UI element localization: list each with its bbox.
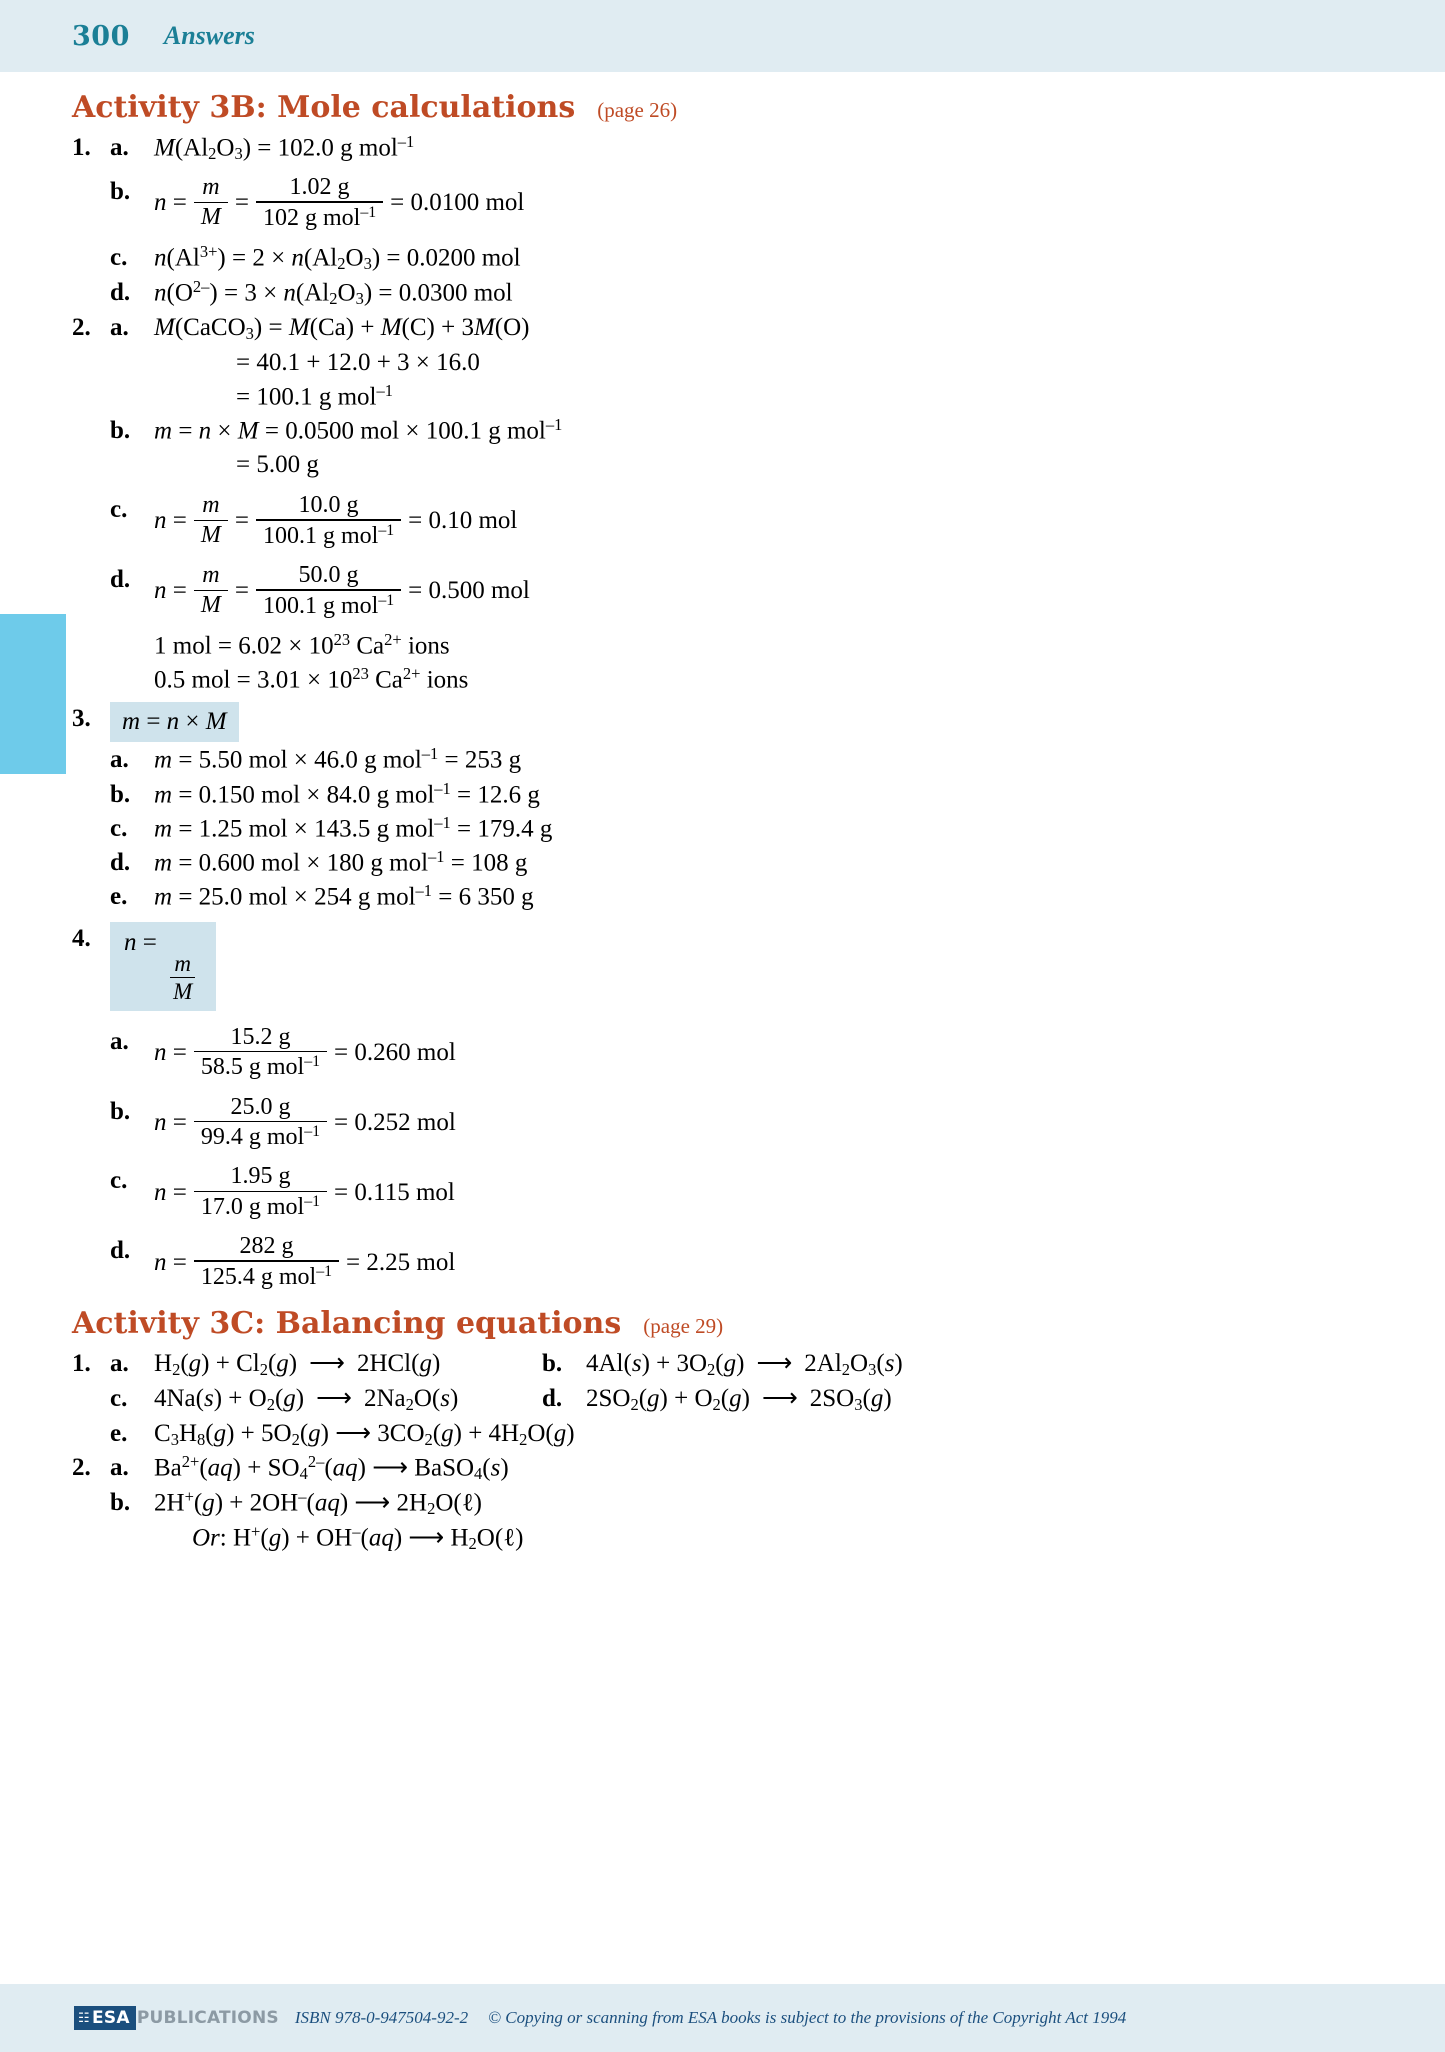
isbn-text: ISBN 978-0-947504-92-2 bbox=[294, 2008, 469, 2027]
activity-3c-heading bbox=[72, 1306, 1372, 1341]
spacer-3c-1c bbox=[72, 1382, 110, 1416]
answer-row-3b bbox=[72, 778, 1372, 811]
item-label-2b: b. bbox=[110, 416, 131, 444]
fraction-value-4d: $\frac{282 g}{125.4 g mol^{-1}}$ bbox=[194, 1234, 339, 1290]
item-label-3d: d. bbox=[110, 849, 131, 876]
formula-box-mass: m = n × M bbox=[110, 702, 239, 742]
answer-col-1c bbox=[72, 1382, 542, 1416]
answer-row-2a bbox=[72, 311, 1372, 345]
equation-3c-1b: $4Al(s) + 3O_2(g)$ ⟶ $2Al_2O_3(s)$ bbox=[586, 1350, 903, 1380]
formula-box-moles: n = $\frac{m}{M}$ bbox=[110, 922, 216, 1011]
fraction-m-over-M-2d: $\frac{m}{M}$ bbox=[194, 563, 228, 618]
item-label-1c: c. bbox=[110, 243, 128, 271]
page-number: 300 bbox=[72, 20, 130, 52]
page-header-content bbox=[72, 0, 255, 72]
item-label-3c-1e: e. bbox=[110, 1419, 128, 1447]
equation-3c-2a: $Ba^{2+}(aq) + SO_4^{2-}(aq)$ ⟶ BaSO$_4$(s) bbox=[154, 1452, 509, 1484]
answer-text-2a-line3: = 100.1 g mol$^{-1}$ bbox=[236, 380, 393, 410]
answer-text-3b: m = 0.150 mol × 84.0 g mol$^{-1}$ = 12.6 g bbox=[154, 778, 540, 808]
esa-logo bbox=[74, 2006, 136, 2030]
answer-row-2b bbox=[72, 414, 1372, 447]
item-label-3c-2a: a. bbox=[110, 1454, 129, 1482]
question-number-1: 1. bbox=[72, 134, 91, 161]
answer-text-1d: $n(O^{2-}) = 3 \times n(Al_2O_3) = 0.0300$ mol bbox=[154, 276, 513, 309]
esa-logo-text: ESA bbox=[91, 2008, 130, 2028]
activity-3b-page-ref: (page 26) bbox=[597, 98, 678, 122]
answer-row-1b bbox=[72, 175, 1372, 231]
item-label-2d: d. bbox=[110, 565, 131, 593]
item-label-2c: c. bbox=[110, 496, 128, 523]
question-number-3: 3. bbox=[72, 705, 91, 733]
publications-label: PUBLICATIONS bbox=[136, 2008, 279, 2028]
answer-row-2a-line3 bbox=[72, 380, 1372, 413]
answer-row-3c-1e bbox=[72, 1417, 1372, 1451]
side-tab-answers bbox=[0, 614, 66, 774]
answer-row-3 bbox=[72, 702, 1372, 742]
answer-row-3e bbox=[72, 880, 1372, 913]
answer-row-2c bbox=[72, 493, 1372, 549]
fraction-value-2d: $\frac{50.0 g}{100.1 g mol^{-1}}$ bbox=[256, 563, 401, 619]
answer-text-4b: n = $\frac{25.0 g}{99.4 g mol^{-1}}$ = 0.252 mol bbox=[154, 1093, 456, 1151]
answer-row-3c-1ab bbox=[72, 1347, 1372, 1381]
equation-3c-1e: $C_3H_8(g) + 5O_2(g)$ ⟶ $3CO_2(g) + 4H_2O(g)$ bbox=[154, 1419, 575, 1449]
item-label-3c-1c: c. bbox=[110, 1384, 128, 1412]
answer-text-4c: n = $\frac{1.95 g}{17.0 g mol^{-1}}$ = 0.115 mol bbox=[154, 1163, 455, 1221]
item-label-1b: b. bbox=[110, 177, 131, 205]
answer-row-3a bbox=[72, 743, 1372, 776]
answer-text-1b: n = $\frac{m}{M}$ = $\frac{1.02 g}{102 g mol^{-1}}$ = 0.0100 mol bbox=[154, 173, 525, 231]
equation-3c-1d: $2SO_2(g) + O_2(g)$ ⟶ $2SO_3(g)$ bbox=[586, 1384, 892, 1414]
question-number-3c-2: 2. bbox=[72, 1454, 91, 1482]
answer-row-2b-line2 bbox=[72, 448, 1372, 481]
answer-text-2b-line2: = 5.00 g bbox=[236, 451, 319, 478]
answer-text-2d: n = $\frac{m}{M}$ = $\frac{50.0 g}{100.1 g mol^{-1}}$ = 0.500 mol bbox=[154, 561, 530, 619]
answer-text-4d: n = $\frac{282 g}{125.4 g mol^{-1}}$ = 2.25 mol bbox=[154, 1233, 456, 1290]
item-label-4c: c. bbox=[110, 1167, 128, 1195]
answer-row-3c-2b-alt bbox=[72, 1521, 1372, 1555]
formula-box-4-wrap bbox=[110, 922, 1372, 1011]
equation-3c-1c: $4Na(s) + O_2(g)$ ⟶ $2Na_2O(s)$ bbox=[154, 1384, 459, 1414]
item-label-3e: e. bbox=[110, 883, 128, 911]
item-label-4d: d. bbox=[110, 1237, 131, 1265]
answer-text-2c: n = $\frac{m}{M}$ = $\frac{10.0 g}{100.1 g mol^{-1}}$ = 0.10 mol bbox=[154, 492, 518, 549]
ion-line-1: 1 mol = $6.02 \times 10^{23}$ $Ca^{2+}$ ions bbox=[154, 629, 450, 659]
question-number-2: 2. bbox=[72, 313, 91, 341]
activity-3b-title: Activity 3B: Mole calculations bbox=[72, 90, 576, 125]
page-footer-band bbox=[0, 1984, 1445, 2052]
question-number-3c-1: 1. bbox=[72, 1350, 91, 1378]
item-label-3c-2b: b. bbox=[110, 1489, 131, 1517]
equation-3c-2b-alt: Or: H+(g) + OH–(aq) ⟶ $H_2O(\ell)$ bbox=[192, 1522, 524, 1554]
answer-row-3c bbox=[72, 812, 1372, 845]
answer-text-3e: m = 25.0 mol × 254 g mol$^{-1}$ = 6 350 g bbox=[154, 881, 534, 911]
answer-row-3c-2b bbox=[72, 1486, 1372, 1520]
activity-3b-heading bbox=[72, 90, 1372, 125]
fraction-m-over-M: $\frac{m}{M}$ bbox=[194, 175, 228, 230]
answer-row-2d-ion2 bbox=[72, 663, 1372, 696]
answer-text-1a: $M(Al_2O_3) = 102.0$ g mol$^{-1}$ bbox=[154, 132, 415, 164]
item-label-3c-1a: a. bbox=[110, 1350, 129, 1378]
fraction-m-over-M-box: $\frac{m}{M}$ bbox=[170, 952, 195, 1005]
item-label-4b: b. bbox=[110, 1097, 131, 1125]
ion-line-2: 0.5 mol = $3.01 \times 10^{23}$ $Ca^{2+}$ ions bbox=[154, 664, 469, 694]
answer-text-2a-line1: M(CaCO$_3$) = M(Ca) + M(C) + 3M(O) bbox=[154, 313, 530, 343]
answer-text-3a: m = 5.50 mol × 46.0 g mol$^{-1}$ = 253 g bbox=[154, 744, 522, 774]
answer-row-3c-2a bbox=[72, 1451, 1372, 1485]
equation-3c-2b: 2H+(g) + 2OH–(aq) ⟶ $2H_2O(\ell)$ bbox=[154, 1487, 482, 1519]
answer-row-3d bbox=[72, 846, 1372, 879]
answer-text-3c: m = 1.25 mol × 143.5 g mol$^{-1}$ = 179.4 g bbox=[154, 812, 553, 842]
item-label-1a: a. bbox=[110, 134, 129, 161]
answer-text-3d: m = 0.600 mol × 180 g mol$^{-1}$ = 108 g bbox=[154, 847, 528, 877]
header-section-label: Answers bbox=[163, 21, 255, 50]
answer-row-1c bbox=[72, 241, 1372, 275]
fraction-value-4b: $\frac{25.0 g}{99.4 g mol^{-1}}$ bbox=[194, 1095, 327, 1151]
answer-row-2a-line2 bbox=[72, 346, 1372, 379]
question-number-4: 4. bbox=[72, 924, 91, 952]
answer-row-4c bbox=[72, 1164, 1372, 1220]
item-label-4a: a. bbox=[110, 1027, 129, 1055]
answer-text-4a: n = $\frac{15.2 g}{58.5 g mol^{-1}}$ = 0.260 mol bbox=[154, 1023, 456, 1081]
fraction-value-4c: $\frac{1.95 g}{17.0 g mol^{-1}}$ bbox=[194, 1164, 327, 1220]
activity-3c-page-ref: (page 29) bbox=[643, 1314, 724, 1339]
equation-3c-1a: $H_2(g) + Cl_2(g)$ ⟶ 2HCl(g) bbox=[154, 1350, 441, 1380]
answer-col-1d bbox=[542, 1382, 1372, 1416]
item-label-1d: d. bbox=[110, 278, 131, 306]
answer-row-4b bbox=[72, 1095, 1372, 1151]
formula-box-3-wrap bbox=[110, 702, 1372, 742]
answer-row-2d-ion1 bbox=[72, 629, 1372, 662]
answer-row-2d bbox=[72, 563, 1372, 619]
answer-row-4 bbox=[72, 922, 1372, 1011]
activity-3c-title: Activity 3C: Balancing equations bbox=[72, 1306, 622, 1342]
answer-row-1a bbox=[72, 131, 1372, 165]
item-label-3a: a. bbox=[110, 746, 129, 774]
answer-text-1c: $n(Al^{3+}) = 2 \times n(Al_2O_3) = 0.0200$ mol bbox=[154, 241, 521, 274]
page-content bbox=[72, 78, 1372, 1556]
fraction-value-2c: $\frac{10.0 g}{100.1 g mol^{-1}}$ bbox=[256, 493, 401, 549]
page-header-band bbox=[0, 0, 1445, 72]
item-label-3c: c. bbox=[110, 814, 128, 842]
footer-content bbox=[0, 2006, 1126, 2030]
item-label-3b: b. bbox=[110, 780, 131, 808]
side-tab-label bbox=[0, 595, 47, 661]
fraction-m-over-M-2c: $\frac{m}{M}$ bbox=[194, 493, 228, 548]
answer-row-1d bbox=[72, 276, 1372, 310]
answer-col-1a bbox=[72, 1347, 542, 1381]
item-label-3c-1b: b. bbox=[542, 1350, 563, 1378]
answer-text-2a-line2: = 40.1 + 12.0 + 3 × 16.0 bbox=[236, 348, 480, 376]
item-label-3c-1d: d. bbox=[542, 1384, 563, 1412]
fraction-value-1b: $\frac{1.02 g}{102 g mol^{-1}}$ bbox=[256, 175, 383, 231]
copyright-text: © Copying or scanning from ESA books is subject to the provisions of the Copyright Act 1994 bbox=[488, 2008, 1127, 2027]
answer-col-1b bbox=[542, 1347, 1372, 1381]
answer-row-4a bbox=[72, 1025, 1372, 1081]
item-label-2a: a. bbox=[110, 313, 129, 341]
answer-text-2b-line1: m = n × M = 0.0500 mol × 100.1 g mol$^{-1}$ bbox=[154, 414, 563, 444]
answer-row-3c-1cd bbox=[72, 1382, 1372, 1416]
book-icon: ☷ bbox=[78, 2010, 90, 2026]
answer-row-4d bbox=[72, 1234, 1372, 1290]
fraction-value-4a: $\frac{15.2 g}{58.5 g mol^{-1}}$ bbox=[194, 1025, 327, 1081]
